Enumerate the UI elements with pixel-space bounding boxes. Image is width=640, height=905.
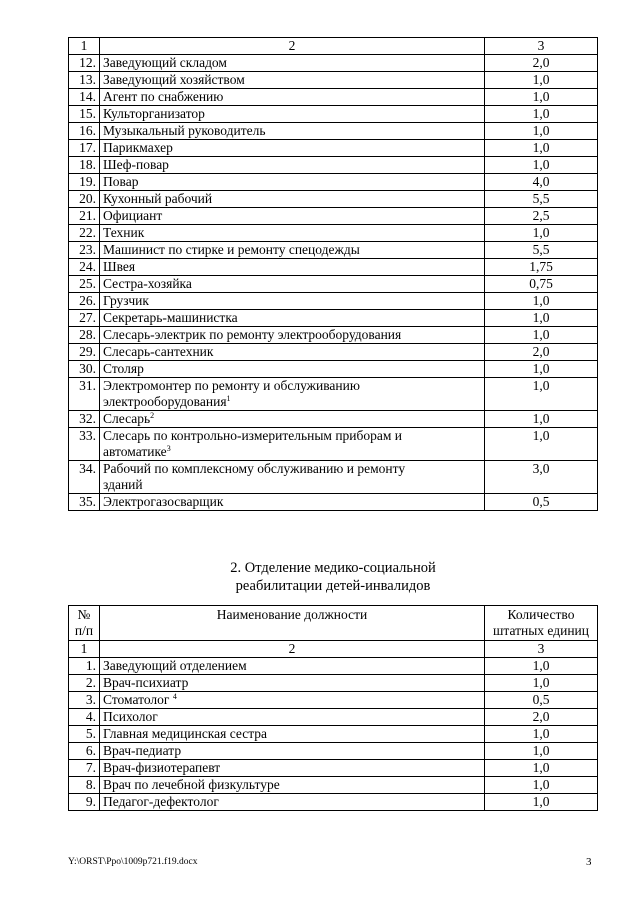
footnote-marker: 1 [226, 394, 231, 403]
quantity-column-header [485, 606, 598, 641]
position-name [100, 276, 485, 293]
position-name-text: Врач по лечебной физкультуре [103, 777, 280, 792]
position-name [100, 208, 485, 225]
table-row [69, 293, 598, 310]
staff-count: 1,75 [485, 259, 598, 276]
table-row [69, 344, 598, 361]
staff-count: 1,0 [485, 675, 598, 692]
column-number-2: 2 [100, 38, 485, 55]
number-sign: № [77, 607, 91, 622]
staff-count: 1,0 [485, 293, 598, 310]
footnote-marker: 3 [166, 444, 171, 453]
number-column-header [69, 606, 100, 641]
position-name [100, 191, 485, 208]
table-row [69, 208, 598, 225]
footer-file-path: Y:\ORST\Ppo\1009p721.f19.docx [68, 857, 198, 867]
column-number-1: 1 [69, 641, 100, 658]
position-name-text: Официант [103, 208, 163, 223]
table-header-row [69, 38, 598, 55]
row-number: 4. [69, 709, 100, 726]
table-row [69, 692, 598, 709]
position-name [100, 675, 485, 692]
table-row [69, 140, 598, 157]
position-name-text: Сестра-хозяйка [103, 276, 192, 291]
staff-count: 1,0 [485, 760, 598, 777]
column-number-3: 3 [485, 641, 598, 658]
row-number: 32. [69, 411, 100, 428]
quantity-header-line-2: штатных единиц [492, 623, 589, 638]
row-number: 7. [69, 760, 100, 777]
table-row [69, 123, 598, 140]
position-name-text: Заведующий хозяйством [103, 72, 245, 87]
position-name [100, 760, 485, 777]
position-name [100, 225, 485, 242]
staff-count: 1,0 [485, 106, 598, 123]
footnote-marker: 4 [172, 692, 177, 701]
staff-count: 0,75 [485, 276, 598, 293]
position-name [100, 55, 485, 72]
row-number: 18. [69, 157, 100, 174]
staff-count: 1,0 [485, 225, 598, 242]
table-row [69, 361, 598, 378]
staff-count: 1,0 [485, 411, 598, 428]
position-name [100, 361, 485, 378]
position-name-text: Заведующий складом [103, 55, 227, 70]
position-name-text: Слесарь-сантехник [103, 344, 214, 359]
column-number-1: 1 [69, 38, 100, 55]
table-row [69, 743, 598, 760]
position-name [100, 494, 485, 511]
position-name-text: Парикмахер [103, 140, 173, 155]
position-name [100, 777, 485, 794]
table-row [69, 259, 598, 276]
position-name [100, 310, 485, 327]
rehab-staff-table [68, 605, 598, 811]
row-number: 2. [69, 675, 100, 692]
row-number: 3. [69, 692, 100, 709]
section-heading-line-2: реабилитации детей-инвалидов [235, 578, 431, 594]
table-row [69, 794, 598, 811]
staff-count: 1,0 [485, 794, 598, 811]
row-number: 14. [69, 89, 100, 106]
table-row [69, 777, 598, 794]
table-row [69, 461, 598, 494]
table-row [69, 760, 598, 777]
rehab-staff-table-body [69, 606, 598, 811]
row-number: 9. [69, 794, 100, 811]
position-name-text: Главная медицинская сестра [103, 726, 268, 741]
column-number-3: 3 [485, 38, 598, 55]
staff-count: 1,0 [485, 123, 598, 140]
position-name-continuation: зданий [103, 477, 143, 492]
position-name [100, 658, 485, 675]
row-number: 19. [69, 174, 100, 191]
table-row [69, 310, 598, 327]
position-name-text: Слесарь по контрольно-измерительным приборам и [103, 428, 403, 443]
row-number: 33. [69, 428, 100, 461]
table-row [69, 225, 598, 242]
position-name-text: Секретарь-машинистка [103, 310, 238, 325]
row-number: 20. [69, 191, 100, 208]
row-number: 31. [69, 378, 100, 411]
staff-count: 2,0 [485, 55, 598, 72]
table-row [69, 276, 598, 293]
position-name [100, 89, 485, 106]
position-name-text: Психолог [103, 709, 158, 724]
page-number: 3 [586, 856, 592, 868]
staff-count: 1,0 [485, 726, 598, 743]
position-name [100, 794, 485, 811]
table-row [69, 428, 598, 461]
staff-count: 1,0 [485, 361, 598, 378]
staff-count: 1,0 [485, 658, 598, 675]
position-name-text: Слесарь [103, 411, 151, 426]
row-number: 5. [69, 726, 100, 743]
position-name-text: Грузчик [103, 293, 149, 308]
row-number: 12. [69, 55, 100, 72]
staff-count: 1,0 [485, 72, 598, 89]
position-name-text: Заведующий отделением [103, 658, 247, 673]
number-abbrev: п/п [74, 623, 94, 638]
row-number: 25. [69, 276, 100, 293]
table-row [69, 675, 598, 692]
quantity-header-line-1: Количество [507, 607, 575, 622]
staff-table-continued [68, 37, 598, 511]
row-number: 21. [69, 208, 100, 225]
position-name [100, 174, 485, 191]
position-name [100, 428, 485, 461]
position-name-text: Музыкальный руководитель [103, 123, 266, 138]
row-number: 17. [69, 140, 100, 157]
position-name-text: Кухонный рабочий [103, 191, 213, 206]
table-row [69, 191, 598, 208]
row-number: 8. [69, 777, 100, 794]
position-name-text: Врач-физиотерапевт [103, 760, 221, 775]
position-name [100, 157, 485, 174]
table-row [69, 89, 598, 106]
table-row [69, 157, 598, 174]
position-name [100, 140, 485, 157]
table-header-row [69, 641, 598, 658]
position-name [100, 378, 485, 411]
position-name-text: Педагог-дефектолог [103, 794, 219, 809]
row-number: 28. [69, 327, 100, 344]
position-name-text: Шеф-повар [103, 157, 169, 172]
position-name [100, 461, 485, 494]
row-number: 27. [69, 310, 100, 327]
staff-count: 3,0 [485, 461, 598, 494]
staff-count: 1,0 [485, 310, 598, 327]
table-row [69, 709, 598, 726]
row-number: 35. [69, 494, 100, 511]
position-name [100, 411, 485, 428]
position-name-text: Слесарь-электрик по ремонту электрооборудования [103, 327, 402, 342]
row-number: 34. [69, 461, 100, 494]
row-number: 16. [69, 123, 100, 140]
position-column-header: Наименование должности [100, 606, 485, 641]
position-name [100, 242, 485, 259]
position-name [100, 259, 485, 276]
position-name-text: Стоматолог [103, 692, 173, 707]
position-name [100, 106, 485, 123]
staff-count: 0,5 [485, 692, 598, 709]
position-name-continuation: автоматике [103, 444, 167, 459]
table-row [69, 242, 598, 259]
position-name-text: Агент по снабжению [103, 89, 224, 104]
staff-count: 0,5 [485, 494, 598, 511]
staff-count: 1,0 [485, 157, 598, 174]
table-row [69, 378, 598, 411]
position-name [100, 123, 485, 140]
table-row [69, 411, 598, 428]
position-name [100, 709, 485, 726]
position-name [100, 726, 485, 743]
staff-count: 4,0 [485, 174, 598, 191]
position-name-text: Повар [103, 174, 139, 189]
row-number: 15. [69, 106, 100, 123]
row-number: 30. [69, 361, 100, 378]
staff-count: 5,5 [485, 191, 598, 208]
table-title-row [69, 606, 598, 641]
position-name-text: Техник [103, 225, 145, 240]
staff-count: 1,0 [485, 378, 598, 411]
column-number-2: 2 [100, 641, 485, 658]
table-row [69, 327, 598, 344]
table-row [69, 726, 598, 743]
staff-count: 1,0 [485, 327, 598, 344]
staff-count: 1,0 [485, 743, 598, 760]
staff-count: 2,0 [485, 344, 598, 361]
position-name [100, 743, 485, 760]
position-name-text: Электромонтер по ремонту и обслуживанию [103, 378, 360, 393]
position-name [100, 72, 485, 89]
position-name-text: Рабочий по комплексному обслуживанию и ремонту [103, 461, 406, 476]
table-row [69, 72, 598, 89]
row-number: 26. [69, 293, 100, 310]
section-heading [68, 559, 598, 595]
position-name-text: Швея [103, 259, 136, 274]
row-number: 6. [69, 743, 100, 760]
footnote-marker: 2 [150, 411, 155, 420]
staff-count: 1,0 [485, 428, 598, 461]
row-number: 13. [69, 72, 100, 89]
table-row [69, 55, 598, 72]
staff-count: 5,5 [485, 242, 598, 259]
position-name-continuation: электрооборудования [103, 394, 227, 409]
table-row [69, 174, 598, 191]
staff-count: 1,0 [485, 777, 598, 794]
position-name [100, 344, 485, 361]
position-name-text: Столяр [103, 361, 144, 376]
position-name-text: Машинист по стирке и ремонту спецодежды [103, 242, 360, 257]
staff-table-body [69, 38, 598, 511]
staff-count: 1,0 [485, 89, 598, 106]
position-name [100, 327, 485, 344]
position-name [100, 293, 485, 310]
table-row [69, 106, 598, 123]
position-name-text: Врач-педиатр [103, 743, 182, 758]
staff-count: 2,5 [485, 208, 598, 225]
staff-count: 1,0 [485, 140, 598, 157]
section-heading-line-1: 2. Отделение медико-социальной [230, 560, 436, 576]
row-number: 29. [69, 344, 100, 361]
position-name-text: Врач-психиатр [103, 675, 189, 690]
table-row [69, 494, 598, 511]
position-name-text: Культорганизатор [103, 106, 205, 121]
position-name-text: Электрогазосварщик [103, 494, 224, 509]
row-number: 22. [69, 225, 100, 242]
row-number: 23. [69, 242, 100, 259]
staff-count: 2,0 [485, 709, 598, 726]
row-number: 24. [69, 259, 100, 276]
row-number: 1. [69, 658, 100, 675]
table-row [69, 658, 598, 675]
position-name [100, 692, 485, 709]
